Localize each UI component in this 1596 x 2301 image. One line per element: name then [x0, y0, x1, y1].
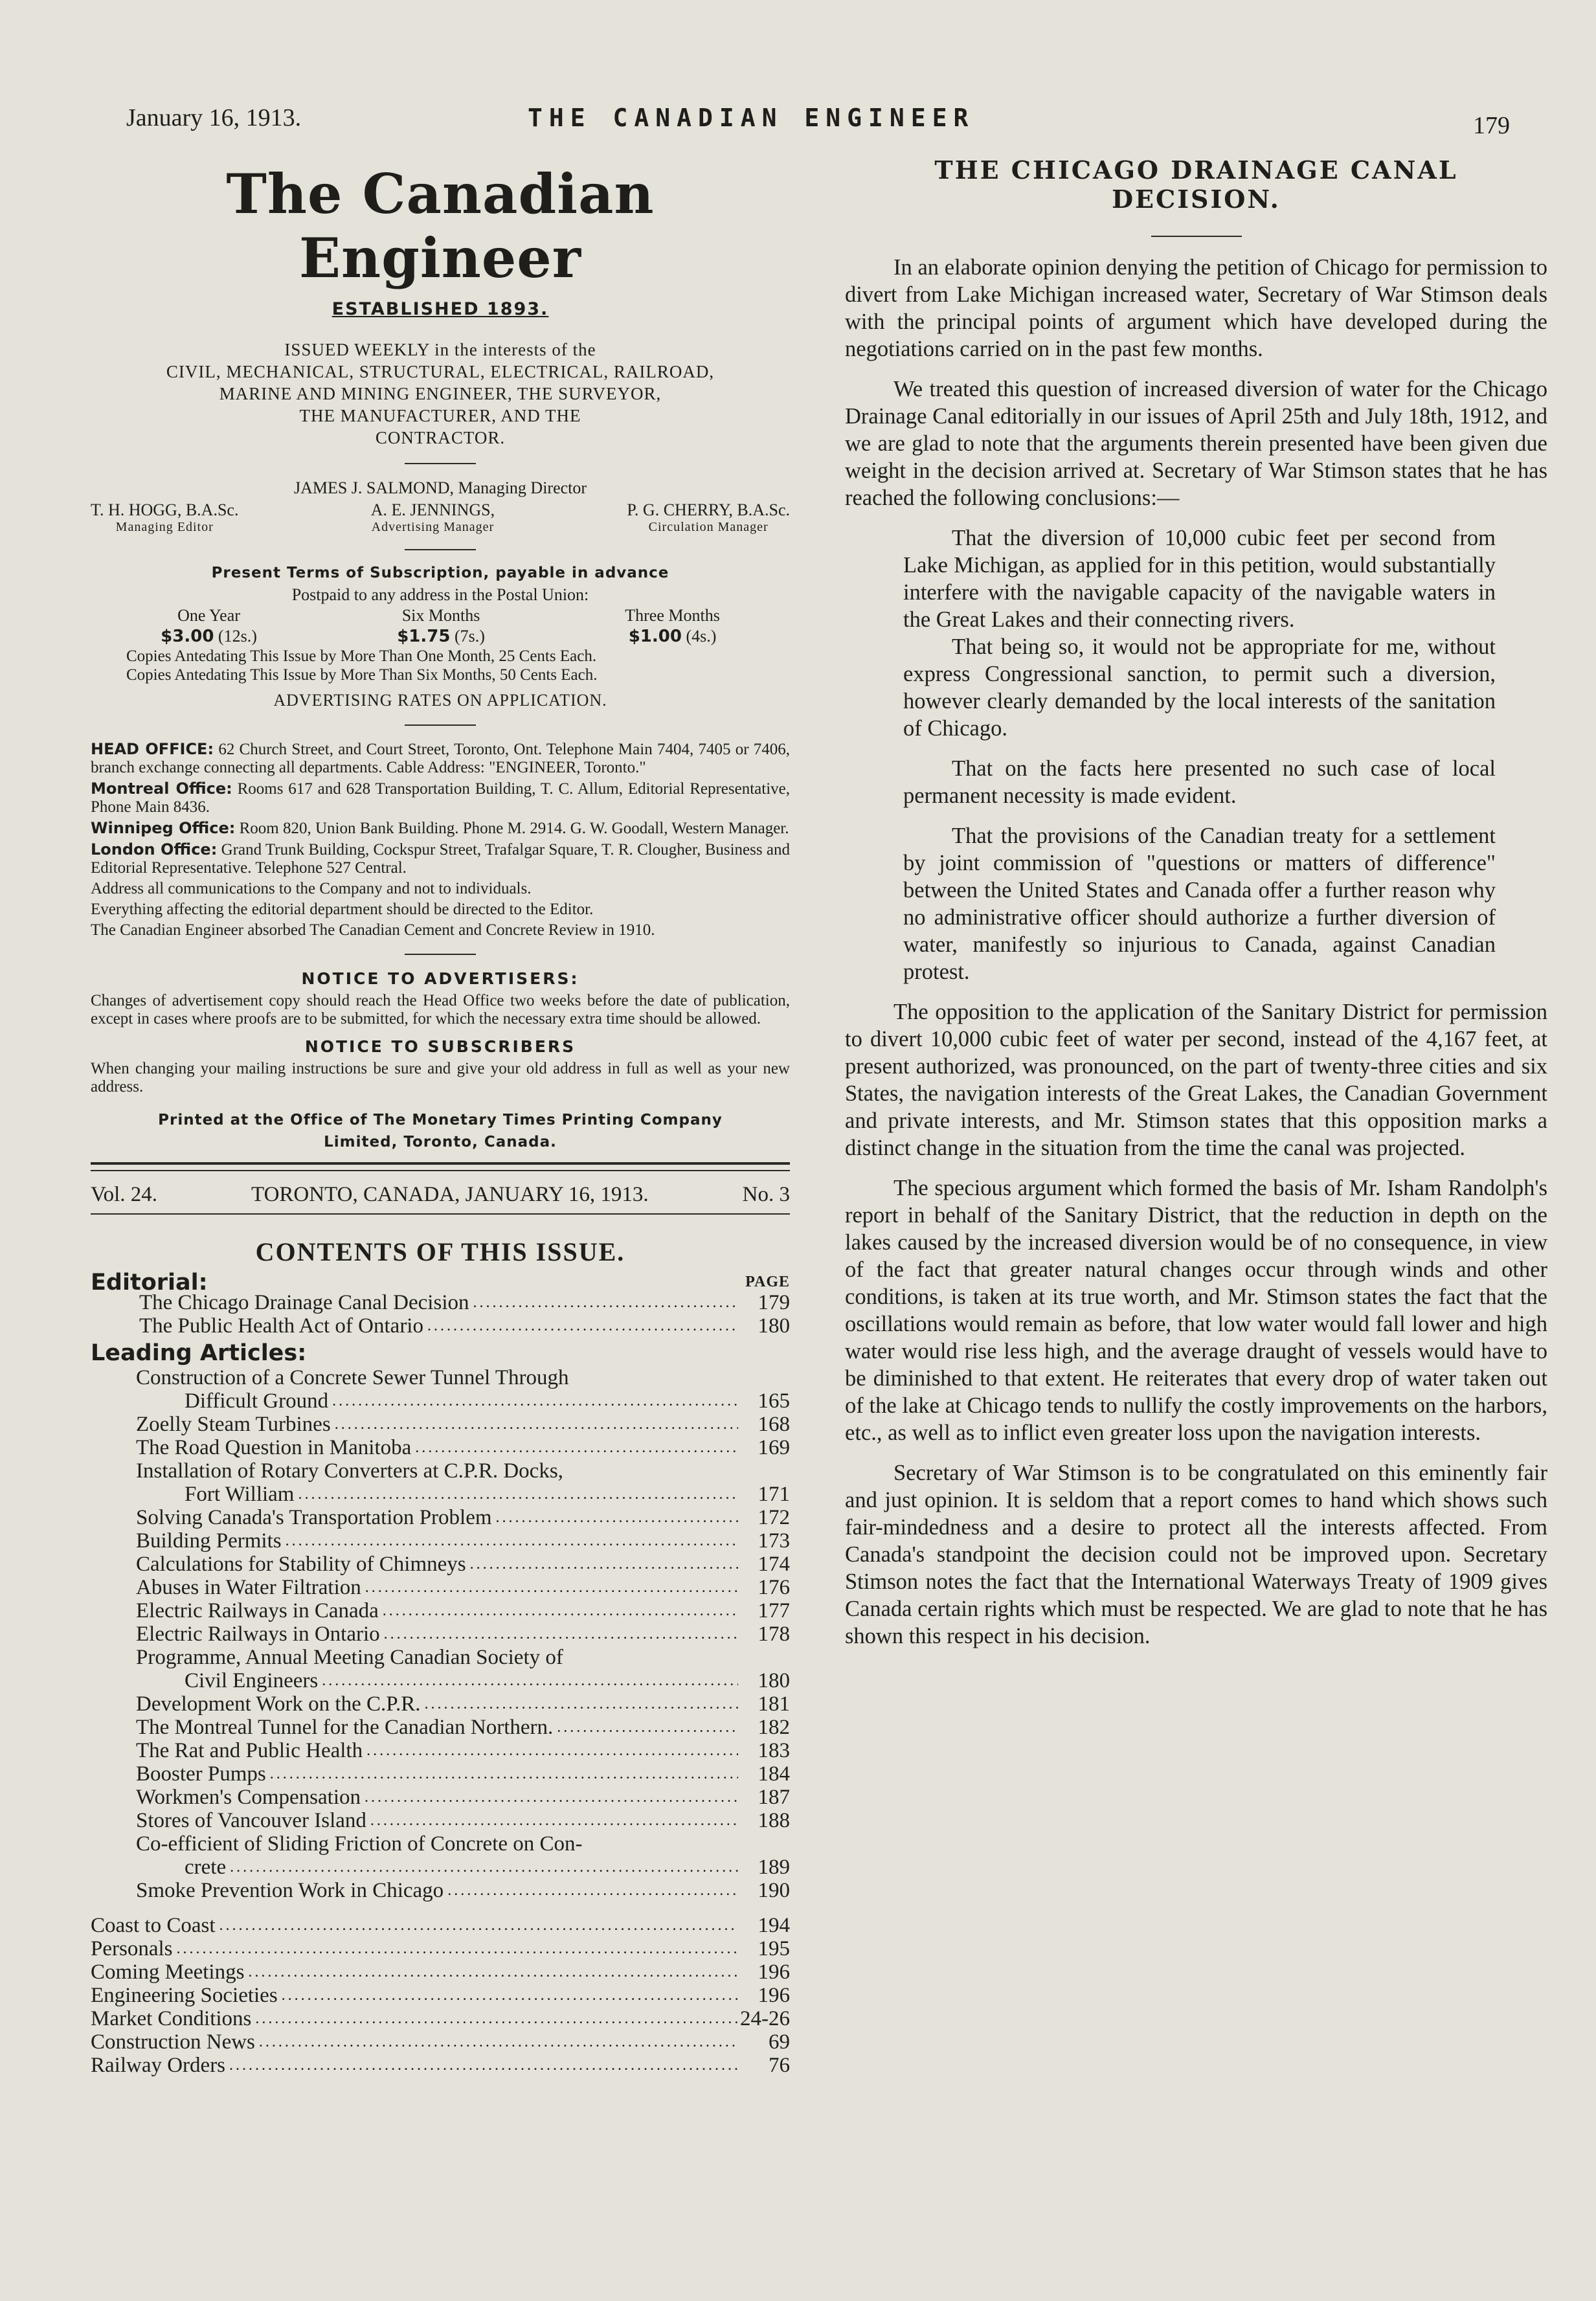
- toc-title: Calculations for Stability of Chimneys: [136, 1553, 466, 1576]
- office-text: Room 820, Union Bank Building. Phone M. 2914. G. W. Goodall, Western Manager.: [239, 820, 789, 837]
- office-entry: [91, 780, 790, 816]
- notice-advertisers-text: Changes of advertisement copy should reach the Head Office two weeks before the date of publication, except in cases where proofs are to be submitted, for which the necessary extra time should be allowed.: [91, 992, 790, 1027]
- issued-line: THE MANUFACTURER, AND THE: [299, 406, 581, 425]
- subscription-heading: Present Terms of Subscription, payable in advance: [211, 565, 669, 581]
- leading-articles-heading: Leading Articles:: [91, 1340, 307, 1366]
- toc-title: Railway Orders: [91, 2054, 226, 2077]
- office-text: The Canadian Engineer absorbed The Canadian Cement and Concrete Review in 1910.: [91, 921, 655, 939]
- toc-title: The Road Question in Manitoba: [136, 1436, 412, 1459]
- office-text: Everything affecting the editorial department should be directed to the Editor.: [91, 901, 594, 918]
- toc-entry[interactable]: [136, 1762, 790, 1786]
- office-entry: [91, 901, 790, 919]
- imprint-line: Limited, Toronto, Canada.: [324, 1134, 557, 1150]
- toc-entry[interactable]: [136, 1576, 790, 1599]
- toc-page: 183: [758, 1739, 790, 1762]
- toc-entry[interactable]: [136, 1366, 790, 1413]
- toc-title: Zoelly Steam Turbines: [136, 1413, 331, 1436]
- article-quote: That on the facts here presented no such case of local permanent necessity is made evident.: [903, 756, 1496, 808]
- article-paragraph: In an elaborate opinion denying the petition of Chicago for permission to divert from Lake Michigan increased water, Secretary of War Stimson deals with the principal points of argument which have developed during the negotiations carried on in the past few months.: [845, 255, 1547, 361]
- office-entry: [91, 740, 790, 777]
- notice-advertisers-heading: NOTICE TO ADVERTISERS:: [301, 969, 579, 988]
- toc-title: The Rat and Public Health: [136, 1739, 363, 1762]
- toc-entry[interactable]: [91, 1914, 790, 1937]
- volume-number: Vol. 24.: [91, 1183, 157, 1206]
- toc-page: 176: [758, 1576, 790, 1599]
- toc-title: Difficult Ground: [185, 1389, 329, 1413]
- toc-title: Engineering Societies: [91, 1984, 278, 2007]
- toc-title: The Chicago Drainage Canal Decision: [139, 1291, 469, 1314]
- toc-entry[interactable]: [91, 2030, 790, 2054]
- toc-entry[interactable]: [136, 1692, 790, 1716]
- price-period: Three Months: [625, 606, 720, 625]
- divider: [405, 954, 476, 955]
- copies-note: Copies Antedating This Issue by More Than Six Months, 50 Cents Each.: [126, 666, 598, 684]
- toc-entry[interactable]: [136, 1622, 790, 1646]
- toc-page: 169: [758, 1436, 790, 1459]
- toc-title: Coast to Coast: [91, 1914, 216, 1937]
- office-entry: [91, 819, 790, 838]
- subscription-prices: [91, 605, 790, 647]
- toc-page: 184: [758, 1762, 790, 1786]
- toc-page: 171: [758, 1483, 790, 1506]
- imprint-line: Printed at the Office of The Monetary Times Printing Company: [158, 1112, 723, 1128]
- office-entry: [91, 921, 790, 939]
- toc-entry[interactable]: [91, 1984, 790, 2007]
- staff-member: [371, 500, 495, 535]
- staff-member: [627, 500, 790, 535]
- office-entry: [91, 880, 790, 898]
- left-column: [91, 149, 790, 2077]
- staff-name: A. E. JENNINGS,: [370, 500, 495, 519]
- header-journal-title: THE CANADIAN ENGINEER: [528, 104, 975, 132]
- toc-page: 189: [758, 1856, 790, 1879]
- toc-entry[interactable]: [91, 2007, 790, 2030]
- toc-page: 69: [769, 2030, 790, 2054]
- toc-title: Building Permits: [136, 1529, 282, 1553]
- staff-list: [91, 500, 790, 535]
- toc-page: 196: [758, 1984, 790, 2007]
- printer-imprint: [91, 1109, 790, 1153]
- toc-entry[interactable]: [136, 1716, 790, 1739]
- toc-page: 168: [758, 1413, 790, 1436]
- toc-page: 190: [758, 1879, 790, 1902]
- toc-page: 182: [758, 1716, 790, 1739]
- issued-statement: [91, 339, 790, 449]
- toc-title: Stores of Vancouver Island: [136, 1809, 366, 1832]
- divider: [1151, 236, 1242, 237]
- issued-line: CONTRACTOR.: [375, 428, 506, 447]
- header-page-number: 179: [1473, 112, 1510, 139]
- toc-page: 195: [758, 1937, 790, 1960]
- staff-role: Circulation Manager: [648, 520, 769, 534]
- toc-entry[interactable]: [136, 1786, 790, 1809]
- issued-line: ISSUED WEEKLY in the interests of the: [284, 340, 596, 359]
- issued-line: CIVIL, MECHANICAL, STRUCTURAL, ELECTRICAL, RAILROAD,: [166, 362, 715, 381]
- toc-title: The Montreal Tunnel for the Canadian Northern.: [136, 1716, 554, 1739]
- toc-title: Personals: [91, 1937, 173, 1960]
- toc-entry[interactable]: [136, 1436, 790, 1459]
- toc-page: 194: [758, 1914, 790, 1937]
- toc-title: Coming Meetings: [91, 1960, 245, 1984]
- toc-entry[interactable]: [136, 1459, 790, 1506]
- toc-title: crete: [185, 1856, 227, 1879]
- article-quote: That being so, it would not be appropriate for me, without express Congressional sanction, to permit such a diversion, however clearly demanded by the local interests of the sanitation of Chicago.: [903, 634, 1496, 741]
- departments-toc: [91, 1914, 790, 2077]
- staff-name: P. G. CHERRY, B.A.Sc.: [627, 500, 790, 519]
- article-quote: That the diversion of 10,000 cubic feet per second from Lake Michigan, as applied for in this petition, would substantially interfere with the navigable capacity of the navigable waters in the Great Lakes and their connecting rivers.: [903, 526, 1496, 632]
- established-line: ESTABLISHED 1893.: [332, 299, 549, 319]
- issued-line: MARINE AND MINING ENGINEER, THE SURVEYOR,: [219, 384, 662, 403]
- toc-page: 180: [758, 1669, 790, 1692]
- toc-page: 172: [758, 1506, 790, 1529]
- toc-page: 173: [758, 1529, 790, 1553]
- article-title: THE CHICAGO DRAINAGE CANAL DECISION.: [934, 155, 1458, 214]
- toc-title: Installation of Rotary Converters at C.P.R. Docks,: [136, 1459, 563, 1483]
- toc-title: Solving Canada's Transportation Problem: [136, 1506, 492, 1529]
- toc-entry[interactable]: [136, 1809, 790, 1832]
- price-period: Six Months: [401, 606, 480, 625]
- editorial-toc: [91, 1291, 790, 1338]
- divider: [405, 724, 476, 726]
- toc-page: 188: [758, 1809, 790, 1832]
- staff-member: [91, 500, 238, 535]
- toc-title: Development Work on the C.P.R.: [136, 1692, 421, 1716]
- toc-page: 187: [758, 1786, 790, 1809]
- toc-entry[interactable]: [136, 1553, 790, 1576]
- price-sterling: (4s.): [686, 627, 717, 645]
- toc-title: Booster Pumps: [136, 1762, 266, 1786]
- article-quote: That the provisions of the Canadian treaty for a settlement by joint commission of "questions or matters of difference" between the United States and Canada offer a further reason why no administrative officer should authorize a further diversion of water, manifestly so injurious to Canada, against Canadian protest.: [903, 824, 1496, 984]
- toc-entry[interactable]: [139, 1291, 790, 1314]
- issue-number: No. 3: [742, 1183, 790, 1206]
- toc-title: Smoke Prevention Work in Chicago: [136, 1879, 444, 1902]
- toc-title: Abuses in Water Filtration: [136, 1576, 361, 1599]
- divider: [405, 549, 476, 550]
- masthead-title: The Canadian Engineer: [226, 162, 655, 290]
- divider: [405, 463, 476, 464]
- toc-page: 24-26: [740, 2007, 790, 2030]
- managing-director: JAMES J. SALMOND, Managing Director: [293, 478, 587, 497]
- toc-entry[interactable]: [136, 1529, 790, 1553]
- toc-title: Workmen's Compensation: [136, 1786, 361, 1809]
- toc-entry[interactable]: [136, 1506, 790, 1529]
- editorial-heading: Editorial:: [91, 1270, 208, 1296]
- double-rule: [91, 1162, 790, 1171]
- toc-title: Civil Engineers: [185, 1669, 319, 1692]
- toc-entry[interactable]: [136, 1599, 790, 1622]
- office-label: HEAD OFFICE:: [91, 740, 214, 758]
- notice-subscribers-text: When changing your mailing instructions be sure and give your old address in full as well as your new address.: [91, 1060, 790, 1095]
- toc-page: 76: [769, 2054, 790, 2077]
- toc-title: Fort William: [185, 1483, 295, 1506]
- price-period: One Year: [177, 606, 240, 625]
- toc-entry[interactable]: [136, 1646, 790, 1692]
- leading-toc: [91, 1366, 790, 1902]
- header-date: January 16, 1913.: [126, 104, 302, 131]
- toc-title: Electric Railways in Canada: [136, 1599, 379, 1622]
- toc-page: 177: [758, 1599, 790, 1622]
- price-item: [625, 605, 720, 647]
- toc-title: Programme, Annual Meeting Canadian Society of: [136, 1646, 563, 1669]
- office-text: Address all communications to the Company and not to individuals.: [91, 880, 532, 897]
- price-item: [397, 605, 485, 647]
- toc-entry[interactable]: [91, 1937, 790, 1960]
- toc-title: Market Conditions: [91, 2007, 252, 2030]
- article-paragraph: The specious argument which formed the basis of Mr. Isham Randolph's report in behalf of the Sanitary District, that the reduction in depth on the lakes caused by the increased diversion would be of no consequence, in view of the fact that greater natural changes occur through winds and other conditions, is taken at its true worth, and Mr. Stimson states the fact that the oscillations would remain as before, that low water would fall lower and high water would rise less high, and the average draught of vessels would have to be diminished to that extent. He reiterates that every drop of water taken out of the lake at Chicago tends to nullify the costly improvements on the harbors, etc., as well as to inflict even greater loss upon the navigation interests.: [845, 1176, 1547, 1445]
- toc-entry[interactable]: [91, 1960, 790, 1984]
- office-text: 62 Church Street, and Court Street, Toronto, Ont. Telephone Main 7404, 7405 or 7406, branch exchange connecting all departments. Cable Address: "ENGINEER, Toronto.": [91, 741, 791, 776]
- article-paragraph: The opposition to the application of the Sanitary District for permission to divert 10,000 cubic feet of water per second, instead of the 4,167 feet, at present authorized, was pronounced, on the part of twenty-three cities and six States, the navigation interests of the Great Lakes, the Canadian Government and private interests, and Mr. Stimson states that this opposition marks a distinct change in the situation from the time the canal was projected.: [845, 1000, 1547, 1160]
- toc-entry[interactable]: [136, 1879, 790, 1902]
- article-paragraph: We treated this question of increased diversion of water for the Chicago Drainage Canal editorially in our issues of April 25th and July 18th, 1912, and we are glad to note that the arguments therein presented have been given due weight in the decision arrived at. Secretary of War Stimson states that he has reached the following conclusions:—: [845, 377, 1547, 510]
- price-sterling: (7s.): [454, 627, 485, 645]
- offices-list: [91, 740, 790, 939]
- toc-title: Electric Railways in Ontario: [136, 1622, 380, 1646]
- office-label: Winnipeg Office:: [91, 819, 236, 837]
- toc-entry[interactable]: [139, 1314, 790, 1338]
- toc-page: 178: [758, 1622, 790, 1646]
- price-value: $1.75: [397, 627, 451, 646]
- volume-date: TORONTO, CANADA, JANUARY 16, 1913.: [251, 1183, 649, 1206]
- office-label: Montreal Office:: [91, 780, 232, 798]
- toc-entry[interactable]: [136, 1413, 790, 1436]
- toc-page: 180: [758, 1314, 790, 1338]
- right-column: [845, 155, 1547, 1650]
- toc-entry[interactable]: [136, 1832, 790, 1879]
- toc-entry[interactable]: [136, 1739, 790, 1762]
- contents-heading: CONTENTS OF THIS ISSUE.: [255, 1237, 625, 1266]
- staff-name: T. H. HOGG, B.A.Sc.: [91, 500, 239, 519]
- office-text: Rooms 617 and 628 Transportation Building, T. C. Allum, Editorial Representative, Phone Main 8436.: [91, 780, 791, 816]
- price-item: [161, 605, 257, 647]
- volume-line: [91, 1183, 790, 1215]
- toc-page: 174: [758, 1553, 790, 1576]
- toc-page: 179: [758, 1291, 790, 1314]
- toc-title: Construction News: [91, 2030, 255, 2054]
- advertising-rates: ADVERTISING RATES ON APPLICATION.: [273, 691, 607, 710]
- toc-title: The Public Health Act of Ontario: [139, 1314, 423, 1338]
- postpaid-line: Postpaid to any address in the Postal Union:: [291, 585, 589, 604]
- office-label: London Office:: [91, 840, 218, 859]
- copies-note: Copies Antedating This Issue by More Than One Month, 25 Cents Each.: [126, 647, 597, 665]
- page-column-label: PAGE: [745, 1274, 790, 1290]
- price-value: $3.00: [161, 627, 214, 646]
- notice-subscribers-heading: NOTICE TO SUBSCRIBERS: [304, 1037, 576, 1056]
- toc-page: 181: [758, 1692, 790, 1716]
- office-entry: [91, 840, 790, 877]
- price-value: $1.00: [628, 627, 682, 646]
- office-text: Grand Trunk Building, Cockspur Street, Trafalgar Square, T. R. Clougher, Business and Editorial Representative. Telephone 527 Central.: [91, 841, 790, 877]
- toc-page: 165: [758, 1389, 790, 1413]
- staff-role: Managing Editor: [115, 520, 214, 534]
- toc-title: Co-efficient of Sliding Friction of Concrete on Con-: [136, 1832, 583, 1856]
- toc-page: 196: [758, 1960, 790, 1984]
- article-paragraph: Secretary of War Stimson is to be congratulated on this eminently fair and just opinion. It is seldom that a report comes to hand which shows such fair-mindedness and a desire to protect all the interests affected. From Canada's standpoint the decision could not be improved upon. Secretary Stimson notes the fact that the International Waterways Treaty of 1909 gives Canada certain rights which must be respected. We are glad to note that he has shown this respect in his decision.: [845, 1461, 1547, 1648]
- toc-entry[interactable]: [91, 2054, 790, 2077]
- toc-title: Construction of a Concrete Sewer Tunnel Through: [136, 1366, 569, 1389]
- price-sterling: (12s.): [218, 627, 257, 645]
- staff-role: Advertising Manager: [371, 520, 495, 534]
